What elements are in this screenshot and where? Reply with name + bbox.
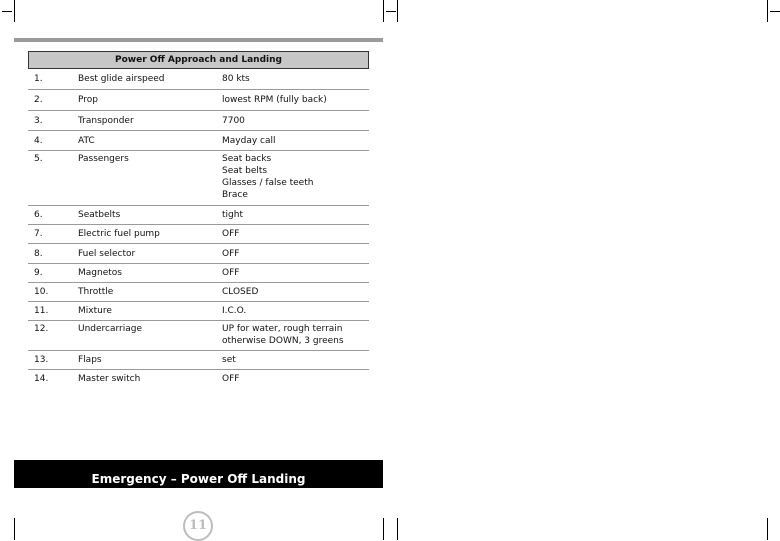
- crop-mark-top-center-right: [397, 0, 398, 22]
- table-row: [28, 90, 369, 111]
- crop-mark-bottom-center-right: [397, 518, 398, 540]
- step-item: Seatbelts: [78, 210, 121, 220]
- table-row: [28, 321, 369, 351]
- crop-mark-bottom-left: [14, 518, 15, 540]
- step-item: Magnetos: [78, 268, 122, 278]
- step-action: OFF: [222, 249, 240, 259]
- step-number: 1.: [34, 74, 43, 84]
- step-action: 7700: [222, 116, 245, 126]
- page-number: 11: [183, 511, 213, 541]
- table-row: [28, 244, 369, 264]
- step-action: Mayday call: [222, 136, 276, 146]
- step-item: Mixture: [78, 306, 112, 316]
- step-number: 9.: [34, 268, 43, 278]
- step-item: Throttle: [78, 287, 114, 297]
- table-row: [28, 370, 369, 388]
- crop-mark-bottom-center-left: [383, 518, 384, 540]
- checklist-table: [28, 51, 369, 388]
- step-item: Flaps: [78, 355, 102, 365]
- step-number: 10.: [34, 287, 49, 297]
- step-number: 14.: [34, 374, 49, 384]
- crop-mark-top-left-h: [2, 11, 12, 12]
- table-row: [28, 302, 369, 321]
- table-row: [28, 151, 369, 206]
- checklist-rows: [28, 69, 369, 388]
- table-row: [28, 131, 369, 151]
- step-item: Best glide airspeed: [78, 74, 165, 84]
- crop-mark-top-center-left: [383, 0, 384, 22]
- table-row: [28, 225, 369, 244]
- step-action: I.C.O.: [222, 306, 247, 316]
- step-action: OFF: [222, 268, 240, 278]
- step-number: 12.: [34, 324, 49, 334]
- step-action: CLOSED: [222, 287, 259, 297]
- step-action: Seat backs Seat belts Glasses / false teeth Brace: [222, 154, 314, 200]
- step-number: 11.: [34, 306, 49, 316]
- step-item: Electric fuel pump: [78, 229, 160, 239]
- step-action: 80 kts: [222, 74, 250, 84]
- table-row: [28, 69, 369, 90]
- step-item: Transponder: [78, 116, 134, 126]
- step-action: UP for water, rough terrain otherwise DOWN, 3 greens: [222, 324, 344, 346]
- table-row: [28, 206, 369, 225]
- crop-mark-bottom-right: [767, 518, 768, 540]
- step-number: 2.: [34, 95, 43, 105]
- step-action: OFF: [222, 229, 240, 239]
- step-number: 6.: [34, 210, 43, 220]
- crop-mark-top-center-h: [386, 11, 396, 12]
- checklist-title: Power Off Approach and Landing: [28, 51, 369, 69]
- step-item: Passengers: [78, 154, 129, 164]
- table-row: [28, 283, 369, 302]
- step-action: lowest RPM (fully back): [222, 95, 327, 105]
- step-number: 13.: [34, 355, 49, 365]
- step-item: Prop: [78, 95, 98, 105]
- step-item: ATC: [78, 136, 95, 146]
- step-action: set: [222, 355, 236, 365]
- table-row: [28, 111, 369, 131]
- table-row: [28, 264, 369, 283]
- table-row: [28, 351, 369, 370]
- crop-mark-top-right-h: [770, 11, 780, 12]
- step-action: tight: [222, 210, 243, 220]
- crop-mark-top-right: [767, 0, 768, 22]
- step-action: OFF: [222, 374, 240, 384]
- step-item: Undercarriage: [78, 324, 143, 334]
- step-item: Fuel selector: [78, 249, 136, 259]
- crop-mark-top-left: [14, 0, 15, 22]
- step-item: Master switch: [78, 374, 141, 384]
- step-number: 3.: [34, 116, 43, 126]
- footer-title: Emergency – Power Off Landing: [14, 460, 383, 488]
- step-number: 4.: [34, 136, 43, 146]
- step-number: 7.: [34, 229, 43, 239]
- step-number: 5.: [34, 154, 43, 164]
- top-rule: [14, 38, 383, 42]
- step-number: 8.: [34, 249, 43, 259]
